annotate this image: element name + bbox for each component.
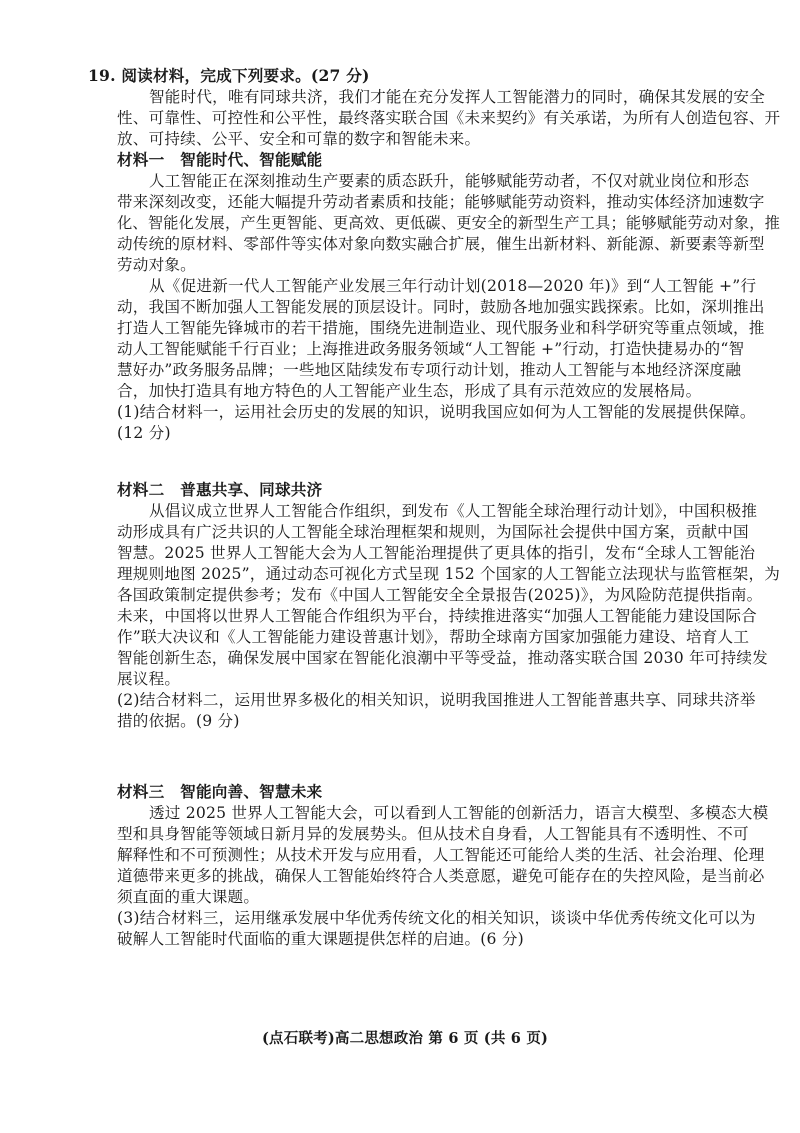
material1-line: 打造人工智能先锋城市的若干措施，围绕先进制造业、现代服务业和科学研究等重点领域，推 — [117, 319, 765, 337]
question-header: 19. 阅读材料，完成下列要求。(27 分) — [88, 66, 370, 85]
intro-line: 性、可靠性、可控性和公平性，最终落实联合国《未来契约》有关承诺，为所有人创造包容、开 — [117, 109, 781, 127]
question-3-score: 破解人工智能时代面临的重大课题提供怎样的启迪。(6 分) — [117, 930, 524, 948]
material2-line: 理规则地图 2025”，通过动态可视化方式呈现 152 个国家的人工智能立法现状与监管框架，为 — [117, 565, 781, 583]
material1-line: 动人工智能赋能千行百业；上海推进政务服务领域“人工智能 +”行动，打造快捷易办的“智 — [117, 340, 745, 358]
material2-title: 材料二 普惠共享、同球共济 — [117, 480, 323, 499]
question-1: (1)结合材料一，运用社会历史的发展的知识，说明我国应如何为人工智能的发展提供保障。 — [117, 403, 756, 421]
question-3: (3)结合材料三，运用继承发展中华优秀传统文化的相关知识，谈谈中华优秀传统文化可以为 — [117, 909, 756, 927]
material1-line: 从《促进新一代人工智能产业发展三年行动计划(2018—2020 年)》到“人工智能 +”行 — [149, 277, 757, 295]
material2-line: 各国政策制定提供参考；发布《中国人工智能安全全景报告(2025)》，为风险防范提供指南。 — [117, 586, 763, 604]
material2-line: 动形成具有广泛共识的人工智能全球治理框架和规则，为国际社会提供中国方案，贡献中国 — [117, 523, 749, 541]
intro-line: 放、可持续、公平、安全和可靠的数字和智能未来。 — [117, 130, 481, 148]
page-footer: (点石联考)高二思想政治 第 6 页 (共 6 页) — [262, 1030, 549, 1047]
question-2: (2)结合材料二，运用世界多极化的相关知识，说明我国推进人工智能普惠共享、同球共济举 — [117, 691, 756, 709]
material1-line: 合，加快打造具有地方特色的人工智能产业生态，形成了具有示范效应的发展格局。 — [117, 382, 702, 400]
material1-line: 劳动对象。 — [117, 256, 196, 274]
material2-line: 展议程。 — [117, 670, 181, 688]
material1-line: 人工智能正在深刻推动生产要素的质态跃升，能够赋能劳动者，不仅对就业岗位和形态 — [149, 172, 750, 190]
question-2-score: 措的依据。(9 分) — [117, 712, 240, 730]
material2-line: 智慧。2025 世界人工智能大会为人工智能治理提供了更具体的指引，发布“全球人工智能治 — [117, 544, 756, 562]
material3-line: 型和具身智能等领域日新月异的发展势头。但从技术自身看，人工智能具有不透明性、不可 — [117, 825, 749, 843]
material1-line: 带来深刻改变，还能大幅提升劳动者素质和技能；能够赋能劳动资料，推动实体经济加速数字 — [117, 193, 765, 211]
intro-line: 智能时代，唯有同球共济，我们才能在充分发挥人工智能潜力的同时，确保其发展的安全 — [149, 88, 765, 106]
question-1-score: (12 分) — [117, 424, 171, 442]
material1-line: 慧好办”政务服务品牌；一些地区陆续发布专项行动计划，推动人工智能与本地经济深度融 — [117, 361, 742, 379]
material1-line: 动，我国不断加强人工智能发展的顶层设计。同时，鼓励各地加强实践探索。比如，深圳推出 — [117, 298, 765, 316]
material3-title: 材料三 智能向善、智慧未来 — [117, 782, 323, 801]
material3-line: 解释性和不可预测性；从技术开发与应用看，人工智能还可能给人类的生活、社会治理、伦理 — [117, 846, 765, 864]
material2-line: 从倡议成立世界人工智能合作组织，到发布《人工智能全球治理行动计划》，中国积极推 — [149, 502, 758, 520]
material3-line: 透过 2025 世界人工智能大会，可以看到人工智能的创新活力，语言大模型、多模态大模 — [149, 804, 769, 822]
material2-line: 智能创新生态，确保发展中国家在智能化浪潮中平等受益，推动落实联合国 2030 年可持续发 — [117, 649, 768, 667]
material3-line: 道德带来更多的挑战，确保人工智能始终符合人类意愿，避免可能存在的失控风险，是当前必 — [117, 867, 765, 885]
material1-title: 材料一 智能时代、智能赋能 — [117, 150, 323, 169]
material1-line: 动传统的原材料、零部件等实体对象向数实融合扩展，催生出新材料、新能源、新要素等新型 — [117, 235, 765, 253]
material2-line: 作”联大决议和《人工智能能力建设普惠计划》，帮助全球南方国家加强能力建设、培育人工 — [117, 628, 750, 646]
material3-line: 须直面的重大课题。 — [117, 888, 260, 906]
material2-line: 未来，中国将以世界人工智能合作组织为平台，持续推进落实“加强人工智能能力建设国际合 — [117, 607, 757, 625]
material1-line: 化、智能化发展，产生更智能、更高效、更低碳、更安全的新型生产工具；能够赋能劳动对象，推 — [117, 214, 781, 232]
